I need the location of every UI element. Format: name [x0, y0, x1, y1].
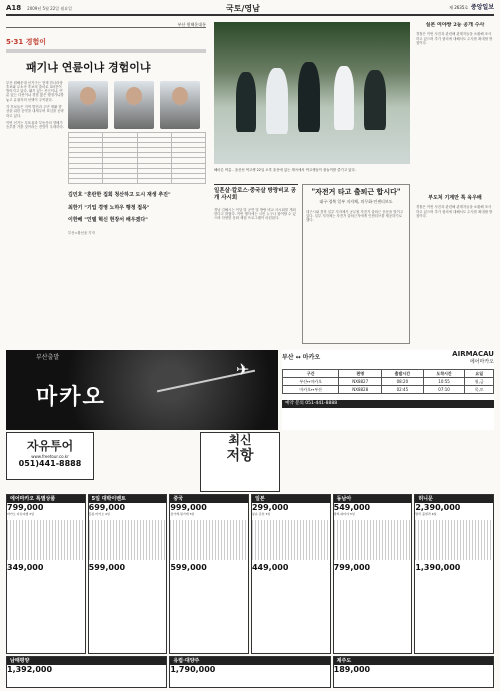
tour-card[interactable]: 일본 299,000 큐슈 온천 3일 449,000 [251, 494, 331, 654]
col-depart: 출발시간 [382, 370, 424, 378]
reservation-bar: 예약 문의 051-441-8888 [282, 400, 494, 408]
left-headline: 패기냐 연륜이냐 경험이냐 [26, 60, 151, 74]
candidate-table [68, 132, 206, 185]
col-days: 요일 [465, 370, 494, 378]
candidate-photo-1 [68, 81, 108, 129]
quote-1: 김민호 "혼란한 집회 청산하고 도시 재생 추진" [68, 192, 171, 199]
tour-card[interactable]: 허니문 2,390,000 발리 풀빌라 6일 1,390,000 [414, 494, 494, 654]
airline-brand-en: AIRMACAU [452, 350, 494, 358]
quote-3: 이한베 "인텔 혁신 현장서 배우겠다" [68, 216, 148, 223]
tour-card[interactable]: 에어마카오 특별상품 799,000 마카오 자유여행 3일 349,000 [6, 494, 86, 654]
mid-article [214, 184, 298, 344]
col-route: 구간 [283, 370, 339, 378]
agency-logo-box [6, 432, 94, 480]
agency-name: 자유투어 [26, 439, 74, 453]
candidate-photo-3 [160, 81, 200, 129]
left-body-2: 각 후보들은 지역 발전과 주민 생활 향상을 위한 공약을 내세우며 표심을 공략하고 있다. [6, 104, 64, 118]
tour-card[interactable]: 동남아 549,000 방콕·파타야 5일 799,000 [333, 494, 413, 654]
divider [6, 49, 206, 53]
left-body-1: 부산 원해운대 선거구는 현재 한나라당 후보와 무소속 후보의 출마로 3파전이 벌어지고 있다. 패기 있는 신인이냐, 연륜 있는 다선이냐 경험 많은 행정가냐를 놓고 유권자의 선택이 주목된다. [6, 80, 64, 102]
section-title: 국토/영남 [226, 3, 260, 13]
banner-sub: 부산출발 [36, 354, 60, 361]
macau-banner-ad [6, 350, 278, 430]
plane-icon: ✈ [236, 360, 250, 379]
election-tag: 5·31 경험이 [6, 38, 46, 46]
left-article-kicker: 부산 원해운대통 [6, 22, 206, 28]
tour-card[interactable]: 5일 대박이벤트 699,000 홍콩·마카오 4일 599,000 [88, 494, 168, 654]
bicycle-body: 대구시와 경북 일부 지자체가 공무원 자전거 출퇴근 운동을 벌이고 있다. 일부 지자체는 자전거 출퇴근자에게 인센티브를 제공하기로 했다. [306, 209, 404, 223]
tour-card[interactable]: 중국 999,000 장가계·원가계 5일 599,000 [169, 494, 249, 654]
schedule-table [282, 369, 494, 394]
mid-body: 경남 김해시는 이달 말 공연 및 방랑 비교 사시회를 개최한다고 밝혔다. 이번 행사에는 시민 누구나 참여할 수 있으며 다양한 문화 체험 프로그램이 마련된다. [214, 207, 296, 221]
candidate-photo-2 [114, 81, 154, 129]
airline-brand: 에어마카오 [469, 358, 494, 365]
promo-title-2: 저항 [226, 448, 254, 464]
mid-headline: 일흔살·칼로스·중국살 방랑비교 공개 사시회 [214, 184, 298, 202]
left-body-3: 이번 선거는 투표율과 부동층의 향배가 승부를 가를 것이라는 전망이 우세하다. [6, 120, 64, 130]
paper-name: 중앙일보 [470, 4, 494, 12]
photo-caption: 해마른 여름 - 울산선 여고생 22일 오후 울산에 있는 계곡에서 여고생들이 물놀이를 즐기고 있다. [214, 168, 356, 172]
bottom-row [6, 656, 494, 688]
col-arrive: 도착시간 [423, 370, 465, 378]
main-photo [214, 22, 410, 164]
issue-number: 제 2635호 [449, 5, 469, 11]
quote-2: 최한기 "기업 경영 노하우 행정 접목" [68, 204, 150, 211]
right-column [416, 22, 494, 342]
tour-grid [6, 494, 494, 654]
right-body-2: 경찰은 이번 사건과 관련해 관계자들을 소환해 조사하고 있으며 추가 혐의에 대해서도 수사를 확대할 방침이다. [416, 205, 493, 218]
flight-schedule [282, 350, 494, 430]
table-row: 마카오↔부산 NX8828 02:45 07:10 목,토 [283, 386, 494, 394]
bottom-box[interactable]: 남태평양 1,392,000 [6, 656, 167, 688]
bottom-box[interactable]: 유럽·대양주 1,790,000 [169, 656, 330, 688]
issue-date: 2009년 5월 22일 월요일 [27, 5, 72, 11]
promo-title-1: 최신 [228, 433, 252, 447]
right-subheadline: 부도처 기계만 톡 육우배 [428, 195, 482, 202]
col-flight: 편명 [339, 370, 382, 378]
page-number: A18 [6, 3, 22, 12]
bicycle-headline: "자전거 타고 출퇴근 합시다" [311, 187, 401, 196]
right-headline: 실론 여야쌍 2등 공개 수사 [425, 22, 485, 28]
bicycle-subhead: 대구·경북 일부 지자체, 의무화·인센티브도 [319, 198, 393, 204]
bottom-box[interactable]: 제주도 189,000 [333, 656, 494, 688]
table-row: 부산↔마카오 NX8827 08:20 10:55 월,금 [283, 378, 494, 386]
agency-phone: 051)441-8888 [18, 459, 82, 468]
left-byline: 부산=황선윤 기자 [68, 231, 95, 236]
page-header [6, 2, 494, 16]
schedule-route: 부산 ↔ 마카오 [282, 353, 321, 361]
left-article [6, 22, 206, 347]
bicycle-article [302, 184, 410, 344]
right-body-1: 경찰은 이번 사건과 관련해 관계자들을 소환해 조사하고 있으며 추가 혐의에 대해서도 수사를 확대할 방침이다. [416, 32, 493, 45]
header-right [449, 4, 494, 12]
promo-box [200, 432, 280, 492]
banner-title: 마카오 [36, 384, 106, 410]
agency-site: www.freetour.co.kr [31, 454, 69, 459]
